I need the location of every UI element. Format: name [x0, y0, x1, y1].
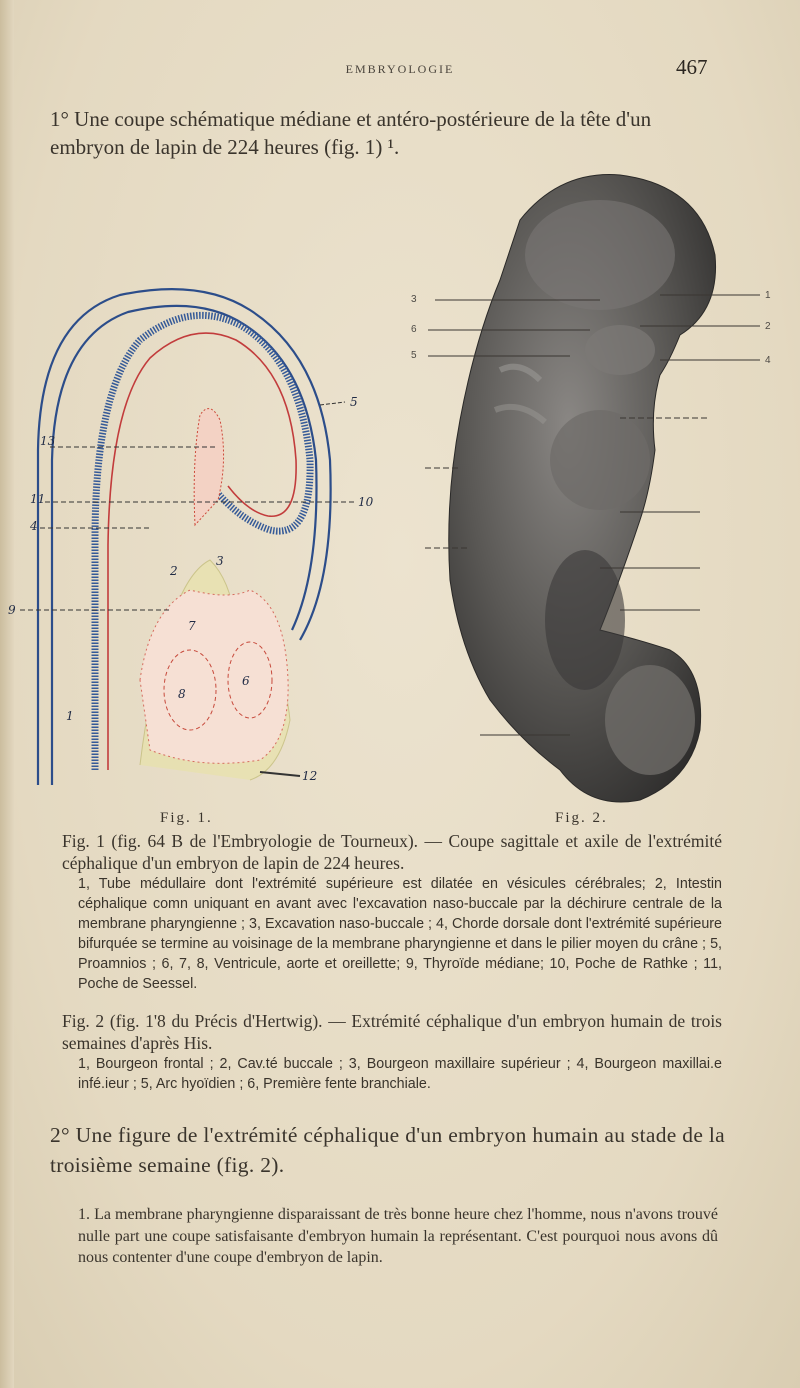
- fig1-callout-8: 8: [178, 687, 186, 701]
- figure-2-drawing: [411, 175, 771, 802]
- fig2-callout-4: 4: [765, 355, 771, 366]
- fig1-callout-4: 4: [30, 519, 38, 533]
- figure-2-caption: [62, 1010, 722, 1094]
- fig1-callout-11: 11: [30, 492, 46, 506]
- fig1-callout-7: 7: [188, 619, 196, 633]
- fig-2-label: Fig. 2.: [555, 810, 608, 826]
- fig1-callout-3: 3: [216, 554, 224, 568]
- fig1-callout-12: 12: [302, 769, 318, 783]
- figures-illustration: [0, 160, 800, 810]
- figure-2-caption-legend: 1, Bourgeon frontal ; 2, Cav.té buccale ; 3, Bourgeon maxillaire supérieur ; 4, Bourgeon maxillai.e infé.ieur ; 5, Arc hyoïdien ; 6, Première fente branchiale.: [78, 1056, 722, 1092]
- fig2-callout-1: 1: [765, 290, 771, 301]
- intro-paragraph: 1° Une coupe schématique médiane et antéro-postérieure de la tête d'un embryon de lapin de 224 heures (fig. 1) ¹.: [50, 107, 652, 159]
- fig2-callout-6: 6: [411, 324, 417, 335]
- page-number: 467: [676, 55, 708, 79]
- fig1-callout-9: 9: [8, 603, 16, 617]
- fig2-callout-5: 5: [411, 350, 417, 361]
- fig2-callout-2: 2: [765, 321, 771, 332]
- fig1-callout-10: 10: [358, 495, 374, 509]
- figure-1-caption: [62, 830, 722, 994]
- fig1-callout-6: 6: [242, 674, 250, 688]
- fig2-callout-3: 3: [411, 294, 417, 305]
- figure-1-drawing: [8, 289, 374, 785]
- fig1-callout-1: 1: [66, 709, 74, 723]
- second-item-paragraph: 2° Une figure de l'extrémité céphalique d'un embryon humain au stade de la troisième semaine (fig. 2).: [50, 1123, 725, 1177]
- fig1-callout-13: 13: [40, 434, 56, 448]
- figure-area: [0, 160, 800, 826]
- running-head: EMBRYOLOGIE: [345, 62, 455, 76]
- figure-1-caption-legend: 1, Tube médullaire dont l'extrémité supérieure est dilatée en vésicules cérébrales; 2, Intestin céphalique comn uniquant en avant avec l'excavation naso-buccale par la déchirure centrale de la membrane pharyngienne ; 3, Excavation naso-buccale ; 4, Chorde dorsale dont l'extrémité supérieure bifurquée se termine au voisinage de la membrane pharyngienne et dans le pilier moyen du crâne ; 5, Proamnios ; 6, 7, 8, Ventricule, aorte et oreillette; 9, Thyroïde médiane; 10, Poche de Rathke ; 11, Poche de Seessel.: [78, 876, 722, 992]
- fig1-callout-2: 2: [170, 564, 178, 578]
- figure-2-caption-title: Fig. 2 (fig. 1'8 du Précis d'Hertwig). — Extrémité céphalique d'un embryon humain de trois semaines d'après His.: [62, 1011, 722, 1053]
- figure-1-caption-title: Fig. 1 (fig. 64 B de l'Embryologie de Tourneux). — Coupe sagittale et axile de l'extrémité céphalique d'un embryon de lapin de 224 heures.: [62, 831, 722, 873]
- fig1-callout-5: 5: [350, 395, 358, 409]
- fig-1-label: Fig. 1.: [160, 810, 213, 826]
- footnote: 1. La membrane pharyngienne disparaissant de très bonne heure chez l'homme, nous n'avons trouvé nulle part une coupe satisfaisante d'embryon humain la représentant. C'est pourquoi nous avons dû nous contenter d'une coupe d'embryon de lapin.: [78, 1206, 718, 1266]
